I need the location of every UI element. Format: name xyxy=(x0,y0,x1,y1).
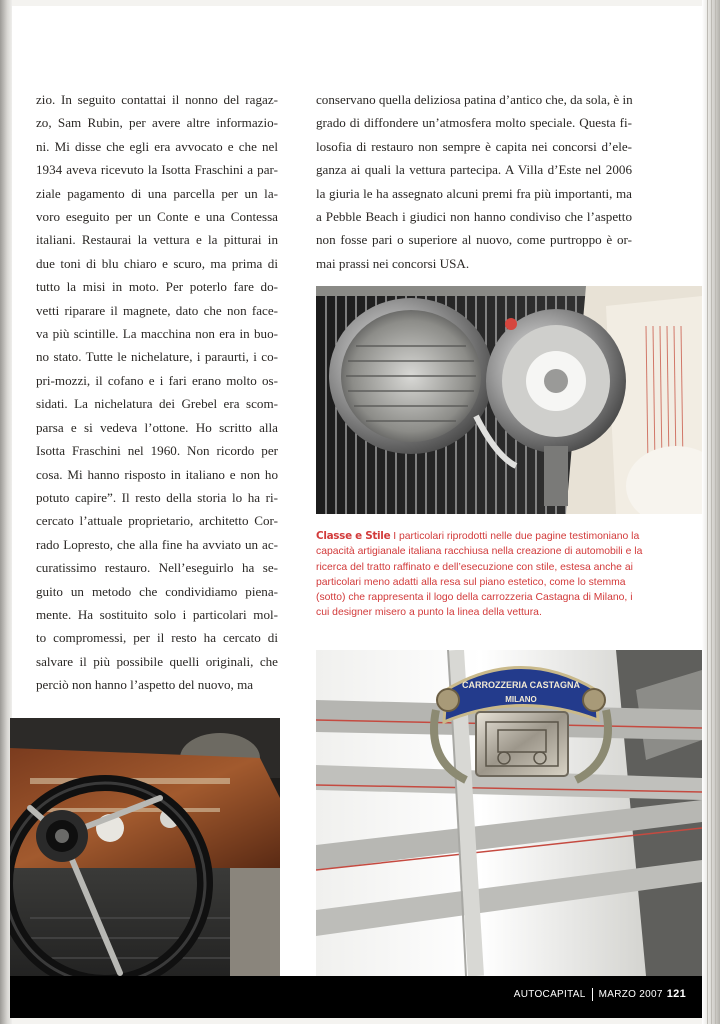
left-column-line: guito un metodo che condividiamo piena- xyxy=(36,583,278,599)
left-column-line: tutto la misi in moto. Per poterlo fare do- xyxy=(36,279,278,295)
left-column-line: no stato. Tutte le nichelature, i paraurti, i co- xyxy=(36,349,278,365)
photo-caption xyxy=(316,529,646,621)
headlamp-photo xyxy=(316,286,702,514)
caption-title: Classe e Stile xyxy=(316,530,391,542)
left-column-line: pri-mozzi, il cofano e i fari erano molto os- xyxy=(36,372,278,388)
page-footer xyxy=(514,988,686,1001)
left-column-line: rado Lopresto, che alla fine ha avviato un ac- xyxy=(36,536,278,552)
caption-text: I particolari riprodotti nelle due pagine testimoniano la capacità artigianale italiana racchiusa nella creazione di automobili e la ricerca del tratto raffinato e dell’esecuzione con stile, estesa anche ai particolari meno adatti alla resa sul piano estetico, come lo stemma (sotto) che rappresenta il logo della carrozzeria Castagna di Milano, i cui designer misero a punto la linea della vettura. xyxy=(316,531,643,619)
left-column-line: to compromessi, per il resto ha cercato di xyxy=(36,630,278,646)
left-column-line: italiani. Restaurai la vettura e la pitturai in xyxy=(36,232,278,248)
right-column-line: ganza ai quali la vettura partecipa. A Villa d’Este nel 2006 xyxy=(316,162,632,178)
page-number: 121 xyxy=(666,988,686,1001)
left-column-line: perciò non hanno l’aspetto del nuovo, ma xyxy=(36,677,254,693)
left-column-line: cosa. Mi hanno risposto in italiano e non ho xyxy=(36,466,278,482)
left-column-line: parsa e si vedeva l’ottone. Ho scritto alla xyxy=(36,419,278,435)
right-column-line: grado di diffondere un’atmosfera molto speciale. Questa fi- xyxy=(316,115,632,131)
right-column-line: conservano quella deliziosa patina d’antico che, da sola, è in xyxy=(316,92,633,107)
left-column-line: due toni di blu chiaro e scuro, ma prima di xyxy=(36,255,278,271)
left-column-line: potuto capire”. Il resto della storia lo ha ri- xyxy=(36,489,278,505)
steering-wheel-photo xyxy=(10,718,280,1018)
badge-arc-text: CARROZZERIA CASTAGNA xyxy=(462,680,580,690)
left-column-line: salvare il più possibile quelli originali, che xyxy=(36,653,278,669)
right-column-line: la giuria le ha assegnato alcuni premi fra più importanti, ma xyxy=(316,185,632,201)
left-column-line: Isotta Fraschini nel 1960. Non ricordo per xyxy=(36,443,278,459)
left-column-line: ni. Mi disse che egli era avvocato e che nel xyxy=(36,138,278,154)
right-column-line: mai prassi nei concorsi USA. xyxy=(316,255,470,271)
left-column-line: cercato l’attuale proprietario, architetto Cor- xyxy=(36,513,278,529)
left-column-line: vetti riparare il magnete, dato che non face- xyxy=(36,302,278,318)
page-edge xyxy=(702,0,720,1024)
left-column-line: sidati. La nichelatura dei Grebel era scom- xyxy=(36,396,278,412)
castagna-badge-photo xyxy=(316,650,702,976)
left-column-line: 1934 aveva ricevuto la Isotta Fraschini a par- xyxy=(36,162,278,178)
footer-magazine: AUTOCAPITAL xyxy=(513,989,586,1001)
right-column-line: losofia di restauro non sempre è capita nei concorsi d’ele- xyxy=(316,138,632,154)
right-column-line: non fosse pari o superiore al nuovo, come purtroppo è or- xyxy=(316,232,632,248)
footer-separator xyxy=(592,988,593,1001)
left-column-line: mente. Ha sostituito solo i particolari mol- xyxy=(36,606,278,622)
left-column-line: zio. In seguito contattai il nonno del ragaz- xyxy=(36,92,278,107)
footer-issue: MARZO 2007 xyxy=(598,989,663,1001)
left-column-line: voro eseguito per un Conte e una Contessa xyxy=(36,209,278,225)
right-column-line: a Pebble Beach i giudici non hanno condiviso che l’aspetto xyxy=(316,209,632,225)
badge-city-text: MILANO xyxy=(505,695,537,704)
left-column-line: va più scintille. La macchina non era in buo- xyxy=(36,326,278,342)
left-column-line: zo, Sam Rubin, per avere altre informazio- xyxy=(36,115,278,131)
left-column-line: curatissimo restauro. Nell’eseguirlo ha se- xyxy=(36,560,278,576)
article-right-column xyxy=(316,88,632,275)
article-left-column xyxy=(36,88,278,697)
left-column-line: ziale pagamento di una parcella per un la- xyxy=(36,185,278,201)
